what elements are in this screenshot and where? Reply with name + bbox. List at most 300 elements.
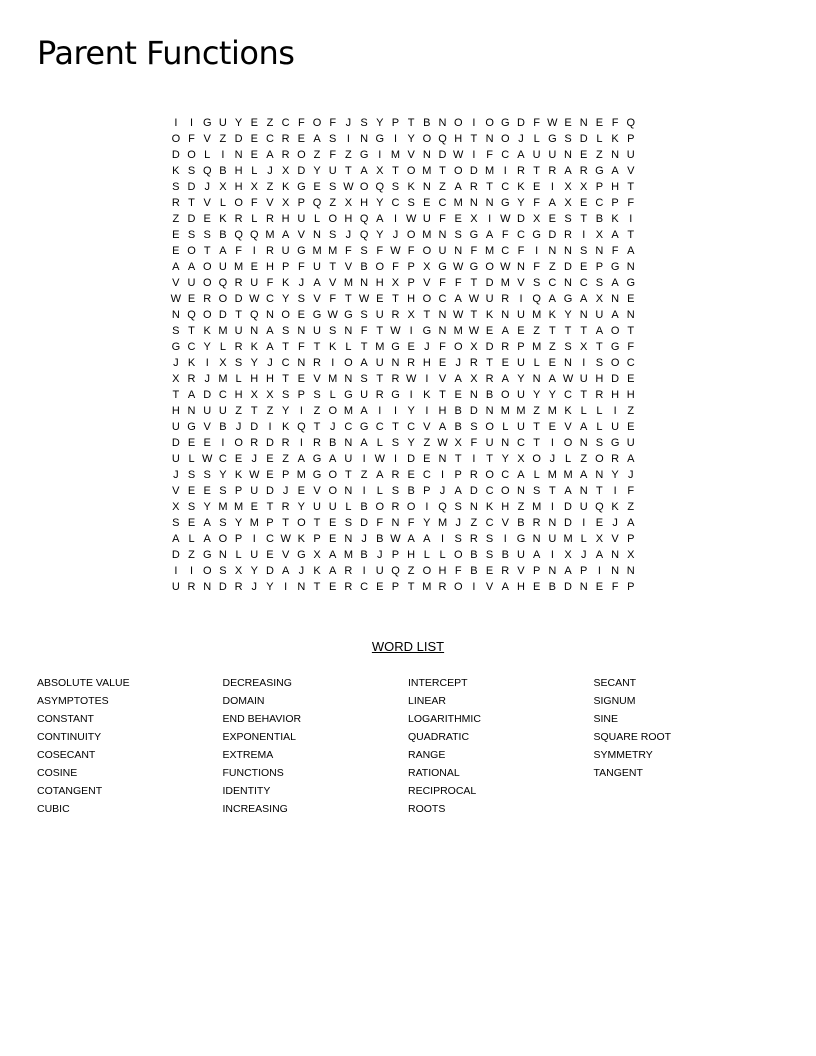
grid-letter: A <box>329 453 337 465</box>
grid-letter: S <box>297 293 306 305</box>
grid-letter: S <box>329 181 337 193</box>
grid-letter: X <box>564 181 572 193</box>
grid-letter: N <box>548 517 557 529</box>
grid-letter: M <box>547 405 557 417</box>
grid-letter: Y <box>423 517 431 529</box>
grid-letter: E <box>250 501 258 513</box>
grid-letter: N <box>516 485 525 497</box>
grid-letter: L <box>188 533 195 545</box>
grid-letter: H <box>360 197 369 209</box>
grid-letter: O <box>453 117 463 129</box>
grid-letter: O <box>359 181 369 193</box>
grid-letter: X <box>219 357 227 369</box>
grid-letter: N <box>579 117 588 129</box>
grid-letter: L <box>235 549 242 561</box>
page-title: Parent Functions <box>37 34 295 72</box>
grid-letter: G <box>438 261 447 273</box>
grid-letter: U <box>250 549 259 561</box>
grid-letter: K <box>203 325 211 337</box>
grid-letter: L <box>188 453 195 465</box>
grid-letter: L <box>376 437 383 449</box>
grid-letter: E <box>250 117 258 129</box>
grid-letter: R <box>234 213 243 225</box>
grid-letter: A <box>266 341 274 353</box>
grid-letter: C <box>626 357 635 369</box>
grid-letter: P <box>407 277 415 289</box>
grid-letter: R <box>391 469 400 481</box>
grid-letter: I <box>535 245 539 257</box>
grid-letter: S <box>187 469 196 481</box>
grid-letter: M <box>343 549 353 561</box>
word-list-item: COSECANT <box>37 749 96 761</box>
grid-letter: J <box>439 485 446 497</box>
grid-letter: G <box>375 133 385 145</box>
grid-letter: O <box>595 453 604 465</box>
grid-letter: A <box>580 293 588 305</box>
grid-letter: N <box>438 309 447 321</box>
grid-letter: I <box>393 213 397 225</box>
grid-letter: J <box>251 453 258 465</box>
grid-letter: U <box>250 277 259 289</box>
grid-letter: U <box>360 389 369 401</box>
grid-letter: I <box>299 437 303 449</box>
grid-letter: N <box>564 149 572 161</box>
grid-letter: M <box>437 517 448 529</box>
grid-letter: E <box>485 565 494 577</box>
grid-letter: S <box>172 325 180 337</box>
grid-letter: Z <box>470 517 478 529</box>
grid-letter: A <box>548 373 557 385</box>
grid-letter: F <box>533 261 541 273</box>
grid-letter: C <box>501 245 510 257</box>
grid-letter: C <box>360 581 369 593</box>
grid-letter: E <box>250 133 258 145</box>
word-list-item: LOGARITHMIC <box>408 713 481 725</box>
grid-letter: S <box>564 213 572 225</box>
grid-letter: S <box>454 229 462 241</box>
grid-letter: S <box>219 517 227 529</box>
grid-letter: L <box>251 213 258 225</box>
word-list-item: EXTREMA <box>222 749 274 761</box>
grid-letter: R <box>265 245 274 257</box>
grid-letter: A <box>203 517 211 529</box>
grid-letter: N <box>485 133 494 145</box>
grid-letter: N <box>595 469 604 481</box>
grid-letter: S <box>172 181 180 193</box>
grid-letter: A <box>627 245 635 257</box>
word-list-item: INTERCEPT <box>408 677 468 689</box>
grid-letter: E <box>548 357 557 369</box>
grid-letter: F <box>297 117 305 129</box>
grid-letter: Z <box>548 341 556 353</box>
grid-letter: D <box>265 437 274 449</box>
grid-letter: U <box>375 565 384 577</box>
grid-letter: T <box>313 341 321 353</box>
grid-letter: E <box>376 581 384 593</box>
grid-letter: W <box>343 181 354 193</box>
grid-letter: I <box>331 357 335 369</box>
grid-letter: K <box>548 309 557 321</box>
grid-letter: M <box>234 261 244 273</box>
grid-letter: T <box>627 325 635 337</box>
grid-letter: I <box>190 117 194 129</box>
grid-letter: N <box>564 277 572 289</box>
grid-letter: I <box>550 437 554 449</box>
grid-letter: C <box>516 437 525 449</box>
grid-letter: N <box>297 325 306 337</box>
grid-letter: F <box>376 245 384 257</box>
grid-letter: O <box>610 325 620 337</box>
grid-letter: I <box>362 485 366 497</box>
grid-letter: A <box>376 469 384 481</box>
grid-letter: Q <box>250 309 259 321</box>
grid-letter: F <box>454 277 462 289</box>
grid-letter: W <box>453 261 464 273</box>
grid-letter: M <box>312 245 322 257</box>
grid-letter: R <box>532 517 541 529</box>
grid-letter: I <box>252 245 256 257</box>
grid-letter: O <box>453 341 463 353</box>
grid-letter: V <box>564 421 572 433</box>
grid-letter: C <box>501 181 510 193</box>
grid-letter: T <box>266 501 274 513</box>
grid-letter: U <box>234 325 243 337</box>
grid-letter: I <box>425 501 429 513</box>
grid-letter: Y <box>564 309 572 321</box>
grid-letter: L <box>219 341 226 353</box>
grid-letter: N <box>611 149 620 161</box>
grid-letter: T <box>533 421 541 433</box>
grid-letter: G <box>297 245 306 257</box>
grid-letter: N <box>250 325 259 337</box>
grid-letter: Y <box>548 389 557 401</box>
grid-letter: H <box>501 501 510 513</box>
grid-letter: I <box>425 405 429 417</box>
grid-letter: F <box>250 197 258 209</box>
grid-letter: F <box>439 277 446 289</box>
grid-letter: T <box>423 309 431 321</box>
grid-letter: A <box>548 197 557 209</box>
grid-letter: M <box>500 405 510 417</box>
grid-letter: I <box>409 389 413 401</box>
grid-letter: O <box>344 357 353 369</box>
grid-letter: W <box>374 453 385 465</box>
grid-letter: A <box>517 469 525 481</box>
grid-letter: G <box>391 341 400 353</box>
grid-letter: F <box>454 565 462 577</box>
grid-letter: P <box>297 197 306 209</box>
grid-letter: U <box>626 149 635 161</box>
grid-letter: J <box>424 341 430 353</box>
grid-letter: J <box>204 373 210 385</box>
grid-letter: E <box>627 293 635 305</box>
word-list-item: SYMMETRY <box>593 749 653 761</box>
grid-letter: V <box>203 133 211 145</box>
grid-letter: U <box>516 389 525 401</box>
grid-letter: O <box>422 133 432 145</box>
grid-letter: A <box>627 517 635 529</box>
grid-letter: K <box>281 181 290 193</box>
grid-letter: F <box>188 133 195 145</box>
grid-letter: X <box>595 293 604 305</box>
grid-letter: P <box>313 533 321 545</box>
grid-letter: T <box>486 453 493 465</box>
grid-letter: A <box>564 485 572 497</box>
letter-grid <box>168 115 639 595</box>
grid-letter: Q <box>297 421 306 433</box>
grid-letter: M <box>234 501 244 513</box>
grid-letter: A <box>611 277 619 289</box>
grid-letter: T <box>313 517 321 529</box>
grid-letter: S <box>360 373 368 385</box>
grid-letter: E <box>532 181 541 193</box>
grid-letter: V <box>203 421 211 433</box>
grid-letter: R <box>250 437 259 449</box>
grid-letter: S <box>187 501 196 513</box>
grid-letter: O <box>532 453 541 465</box>
grid-letter: N <box>548 565 557 577</box>
grid-letter: I <box>205 357 209 369</box>
grid-letter: U <box>422 213 431 225</box>
grid-letter: L <box>376 485 383 497</box>
grid-letter: S <box>344 517 353 529</box>
grid-letter: N <box>391 357 400 369</box>
grid-letter: V <box>313 373 321 385</box>
grid-letter: S <box>532 485 541 497</box>
grid-letter: C <box>516 229 525 241</box>
grid-letter: I <box>582 517 586 529</box>
grid-letter: W <box>390 533 401 545</box>
grid-letter: J <box>455 517 461 529</box>
grid-letter: F <box>407 245 415 257</box>
grid-letter: C <box>218 453 227 465</box>
grid-letter: S <box>407 197 415 209</box>
grid-letter: O <box>328 469 337 481</box>
grid-letter: F <box>235 245 242 257</box>
grid-letter: X <box>532 213 541 225</box>
grid-letter: B <box>517 517 525 529</box>
grid-letter: J <box>329 421 336 433</box>
grid-letter: Q <box>532 293 541 305</box>
grid-letter: L <box>596 133 603 145</box>
grid-letter: M <box>532 501 542 513</box>
grid-letter: H <box>250 373 259 385</box>
grid-letter: E <box>517 325 525 337</box>
grid-letter: E <box>548 213 557 225</box>
grid-letter: L <box>439 549 446 561</box>
grid-letter: E <box>580 261 588 273</box>
grid-letter: E <box>376 293 384 305</box>
grid-letter: Z <box>439 181 446 193</box>
grid-letter: T <box>345 469 352 481</box>
grid-letter: I <box>582 357 586 369</box>
grid-letter: S <box>203 469 211 481</box>
grid-letter: H <box>281 213 290 225</box>
grid-letter: R <box>281 133 290 145</box>
grid-letter: U <box>313 325 321 337</box>
grid-letter: Y <box>407 405 415 417</box>
grid-letter: N <box>579 309 588 321</box>
grid-letter: C <box>579 277 588 289</box>
grid-letter: U <box>611 421 620 433</box>
grid-letter: S <box>360 117 368 129</box>
grid-letter: N <box>579 485 588 497</box>
grid-letter: I <box>190 565 194 577</box>
grid-letter: N <box>626 309 635 321</box>
grid-letter: O <box>281 309 290 321</box>
grid-letter: A <box>611 309 619 321</box>
grid-letter: N <box>469 501 478 513</box>
grid-letter: W <box>562 373 574 385</box>
grid-letter: I <box>252 533 256 545</box>
grid-letter: Y <box>376 197 384 209</box>
grid-letter: Z <box>235 405 242 417</box>
grid-letter: D <box>187 213 196 225</box>
grid-letter: Y <box>234 517 243 529</box>
word-list-item: ASYMPTOTES <box>37 695 109 707</box>
grid-letter: Q <box>438 501 447 513</box>
grid-letter: K <box>485 309 494 321</box>
grid-letter: B <box>548 581 557 593</box>
grid-letter: A <box>564 165 572 177</box>
grid-letter: L <box>533 469 540 481</box>
grid-letter: U <box>203 405 212 417</box>
grid-letter: T <box>392 293 399 305</box>
grid-letter: I <box>425 373 429 385</box>
grid-letter: A <box>580 421 588 433</box>
grid-letter: F <box>407 517 415 529</box>
grid-letter: N <box>501 309 510 321</box>
grid-letter: Z <box>282 453 290 465</box>
grid-letter: O <box>453 165 463 177</box>
grid-letter: Y <box>266 581 274 593</box>
grid-letter: Y <box>203 501 211 513</box>
grid-letter: Q <box>234 229 243 241</box>
grid-letter: V <box>281 549 290 561</box>
grid-letter: P <box>297 389 306 401</box>
grid-letter: Q <box>391 565 400 577</box>
grid-letter: N <box>360 133 369 145</box>
grid-letter: M <box>453 325 463 337</box>
grid-letter: M <box>485 165 495 177</box>
grid-letter: F <box>611 245 619 257</box>
grid-letter: A <box>501 325 509 337</box>
grid-letter: E <box>407 469 415 481</box>
grid-letter: B <box>454 405 462 417</box>
grid-letter: O <box>171 133 181 145</box>
grid-letter: F <box>533 197 541 209</box>
word-list-column <box>594 674 780 818</box>
grid-letter: G <box>312 469 322 481</box>
grid-letter: A <box>376 213 384 225</box>
word-list-item: SIGNUM <box>593 695 636 707</box>
grid-letter: L <box>502 421 509 433</box>
grid-letter: W <box>390 245 401 257</box>
grid-letter: J <box>235 421 242 433</box>
grid-letter: M <box>218 373 228 385</box>
grid-letter: D <box>469 405 478 417</box>
grid-letter: F <box>517 245 525 257</box>
grid-letter: O <box>485 117 494 129</box>
grid-letter: I <box>582 229 586 241</box>
grid-letter: N <box>532 373 541 385</box>
grid-letter: I <box>441 469 445 481</box>
grid-letter: G <box>202 549 212 561</box>
grid-letter: S <box>187 229 196 241</box>
grid-letter: A <box>454 293 462 305</box>
grid-letter: V <box>611 533 619 545</box>
grid-letter: D <box>564 581 572 593</box>
grid-letter: U <box>297 213 306 225</box>
grid-letter: U <box>218 405 227 417</box>
grid-letter: Q <box>359 229 369 241</box>
grid-letter: N <box>532 533 541 545</box>
grid-letter: E <box>595 117 604 129</box>
grid-letter: B <box>454 421 462 433</box>
grid-letter: Y <box>219 469 227 481</box>
grid-letter: M <box>422 165 432 177</box>
grid-letter: I <box>174 117 178 129</box>
grid-letter: T <box>470 277 478 289</box>
grid-letter: L <box>564 453 572 465</box>
grid-letter: M <box>532 309 542 321</box>
grid-letter: V <box>423 421 431 433</box>
grid-letter: Q <box>626 117 636 129</box>
grid-letter: K <box>611 213 619 225</box>
grid-letter: E <box>501 357 509 369</box>
grid-letter: F <box>627 341 635 353</box>
grid-letter: E <box>297 309 306 321</box>
word-list-column <box>37 674 223 818</box>
grid-letter: A <box>329 565 337 577</box>
grid-letter: R <box>234 277 243 289</box>
grid-letter: M <box>563 533 573 545</box>
grid-letter: A <box>454 485 462 497</box>
grid-letter: D <box>611 373 620 385</box>
grid-letter: F <box>297 341 305 353</box>
grid-letter: T <box>282 373 290 385</box>
grid-letter: E <box>454 213 462 225</box>
grid-letter: W <box>170 293 182 305</box>
grid-letter: N <box>265 309 274 321</box>
grid-letter: L <box>204 149 211 161</box>
grid-letter: M <box>422 581 432 593</box>
grid-letter: A <box>423 533 431 545</box>
grid-letter: O <box>485 261 494 273</box>
grid-letter: V <box>313 293 321 305</box>
grid-letter: B <box>485 389 494 401</box>
grid-letter: Z <box>188 549 195 561</box>
grid-letter: C <box>281 357 290 369</box>
grid-letter: M <box>218 325 228 337</box>
grid-letter: T <box>376 373 384 385</box>
grid-letter: N <box>360 277 369 289</box>
grid-letter: D <box>564 261 572 273</box>
grid-letter: M <box>249 517 259 529</box>
grid-letter: S <box>595 437 604 449</box>
grid-letter: N <box>218 549 227 561</box>
grid-letter: T <box>282 341 290 353</box>
grid-letter: W <box>280 533 291 545</box>
grid-letter: T <box>188 197 195 209</box>
grid-letter: X <box>454 437 462 449</box>
grid-letter: S <box>360 245 368 257</box>
grid-letter: F <box>627 197 635 209</box>
grid-letter: S <box>454 501 462 513</box>
grid-letter: H <box>375 277 384 289</box>
word-list-item: DECREASING <box>222 677 292 689</box>
grid-letter: R <box>203 293 212 305</box>
